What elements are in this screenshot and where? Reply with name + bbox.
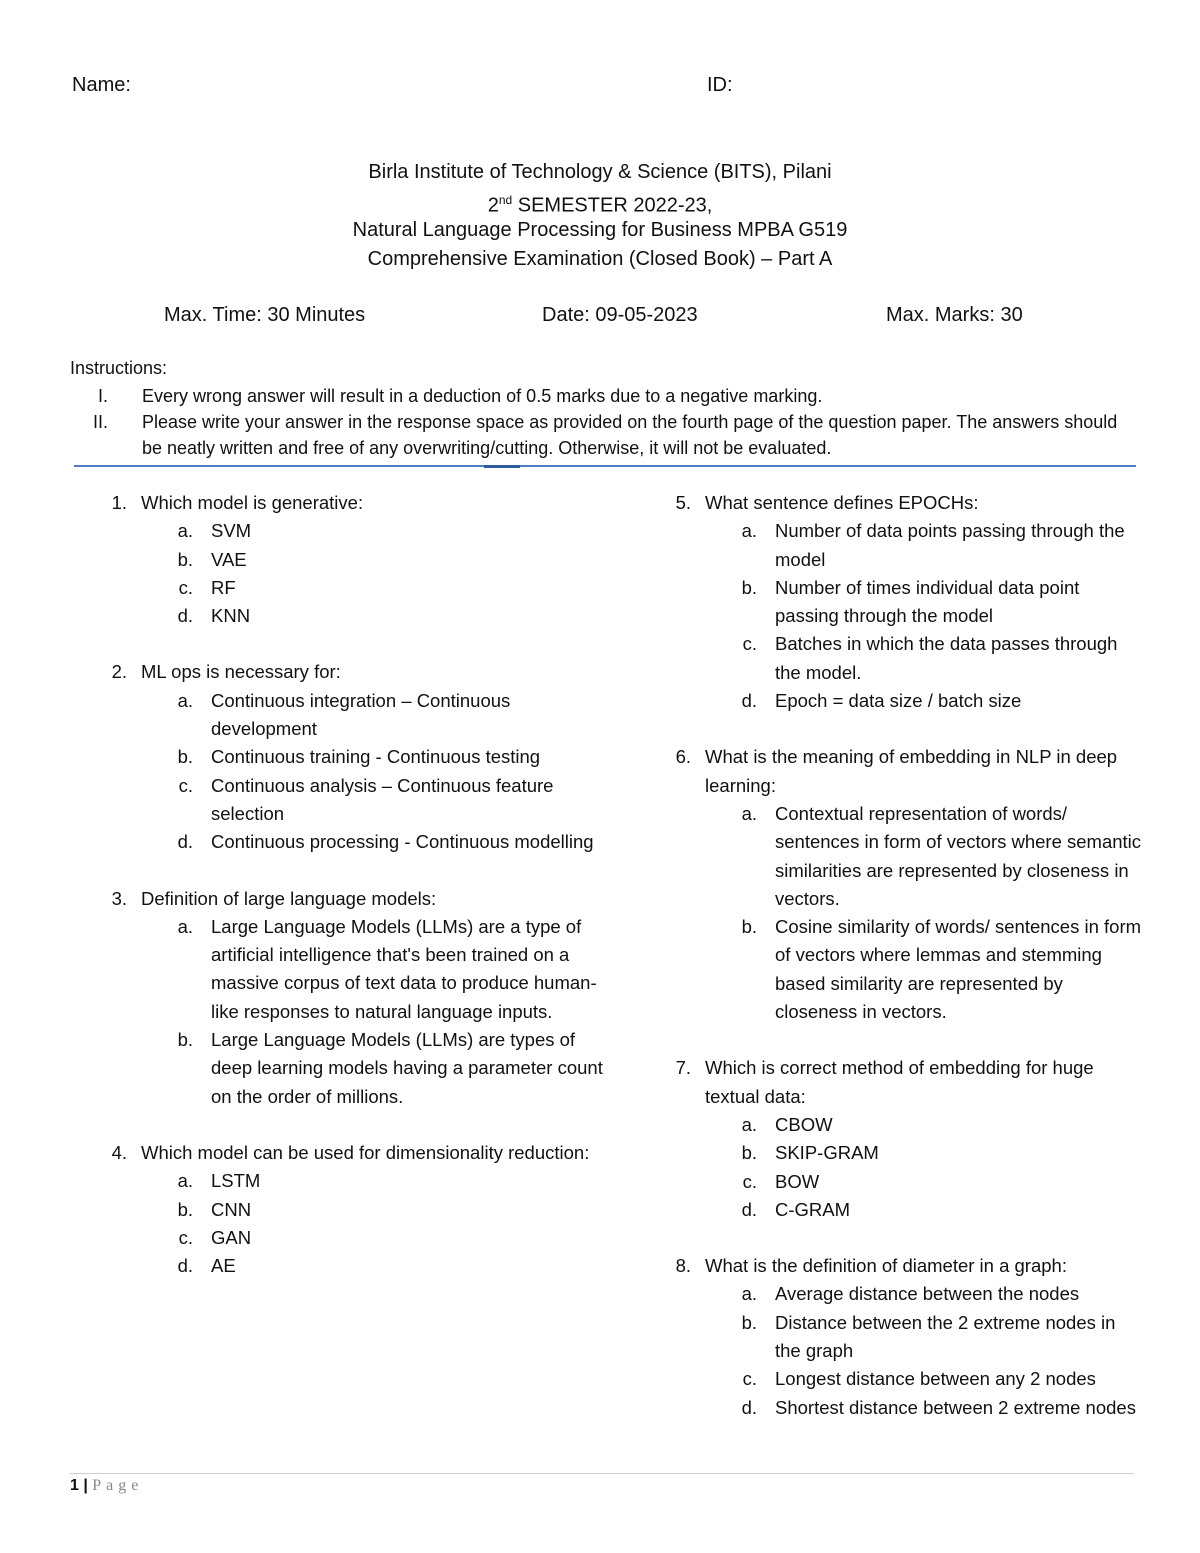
answer-option bbox=[141, 743, 611, 771]
option-text: Continuous training - Continuous testing bbox=[211, 746, 541, 768]
option-letter: c. bbox=[742, 1368, 757, 1390]
option-letter: c. bbox=[178, 576, 193, 598]
id-label: ID: bbox=[707, 74, 733, 96]
exam-title: Comprehensive Examination (Closed Book) – Part A bbox=[367, 248, 833, 270]
semester-text: SEMESTER 2022-23, bbox=[512, 194, 713, 217]
question-text: What is the meaning of embedding in NLP in deep learning: bbox=[705, 746, 1118, 796]
option-letter: c. bbox=[178, 774, 193, 796]
answer-option bbox=[705, 630, 1145, 687]
option-list bbox=[141, 517, 611, 630]
option-text: Epoch = data size / batch size bbox=[775, 690, 1022, 712]
option-letter: b. bbox=[177, 548, 193, 570]
option-letter: d. bbox=[741, 1198, 757, 1220]
option-text: KNN bbox=[211, 605, 251, 627]
option-letter: b. bbox=[177, 1029, 193, 1051]
instruction-number: I. bbox=[97, 386, 108, 406]
question-text: ML ops is necessary for: bbox=[141, 661, 341, 683]
option-letter: c. bbox=[742, 1170, 757, 1192]
question-number: 1. bbox=[111, 492, 127, 513]
option-list bbox=[141, 687, 611, 857]
option-text: Number of times individual data point passing through the model bbox=[775, 576, 1080, 627]
option-text: Continuous analysis – Continuous feature selection bbox=[211, 774, 554, 824]
instructions-title: Instructions: bbox=[70, 358, 168, 378]
option-text: SVM bbox=[211, 520, 252, 542]
question-2 bbox=[111, 658, 611, 856]
answer-option bbox=[141, 517, 611, 545]
option-letter: a. bbox=[177, 689, 193, 711]
question-7 bbox=[675, 1054, 1145, 1224]
question-4 bbox=[111, 1139, 611, 1280]
option-text: Large Language Models (LLMs) are types of deep learning models having a parameter count on the order of millions. bbox=[211, 1029, 603, 1107]
semester-suffix: nd bbox=[498, 193, 513, 207]
option-letter: d. bbox=[741, 1396, 757, 1418]
option-text: Average distance between the nodes bbox=[775, 1283, 1080, 1305]
option-text: CNN bbox=[211, 1198, 252, 1220]
page-number: 1 bbox=[70, 1477, 79, 1494]
option-letter: a. bbox=[177, 915, 193, 937]
instruction-item bbox=[70, 409, 1140, 461]
option-letter: d. bbox=[177, 1255, 193, 1277]
exam-date: Date: 09-05-2023 bbox=[542, 304, 698, 326]
page-word: Page bbox=[92, 1477, 144, 1494]
answer-option bbox=[141, 1026, 611, 1111]
option-text: Large Language Models (LLMs) are a type of artificial intelligence that's been trained on a massive corpus of text data to produce human-like responses to natural language inputs. bbox=[211, 915, 597, 1022]
answer-option bbox=[141, 574, 611, 602]
option-text: Contextual representation of words/ sentences in form of vectors where semantic similarities are represented by closeness in vectors. bbox=[775, 802, 1142, 909]
option-text: Continuous integration – Continuous development bbox=[211, 689, 511, 740]
option-text: RF bbox=[211, 576, 236, 598]
option-letter: b. bbox=[741, 576, 757, 598]
option-text: BOW bbox=[775, 1170, 820, 1192]
section-divider bbox=[74, 465, 1136, 467]
answer-option bbox=[705, 1309, 1145, 1366]
option-letter: a. bbox=[177, 520, 193, 542]
question-3 bbox=[111, 885, 611, 1111]
page-footer bbox=[70, 1477, 143, 1495]
instruction-item bbox=[70, 383, 1140, 409]
question-6 bbox=[675, 743, 1145, 1026]
answer-option bbox=[705, 517, 1145, 574]
option-text: SKIP-GRAM bbox=[775, 1142, 879, 1164]
option-letter: a. bbox=[741, 1283, 757, 1305]
answer-option bbox=[141, 687, 611, 744]
max-marks: Max. Marks: 30 bbox=[886, 304, 1023, 326]
option-text: Cosine similarity of words/ sentences in form of vectors where lemmas and stemming based similarity are represented by closeness in vectors. bbox=[775, 916, 1142, 1023]
option-letter: b. bbox=[177, 1198, 193, 1220]
answer-option bbox=[141, 1167, 611, 1195]
question-text: Definition of large language models: bbox=[141, 887, 437, 909]
question-text: What sentence defines EPOCHs: bbox=[705, 492, 979, 513]
answer-option bbox=[141, 772, 611, 829]
question-number: 3. bbox=[111, 887, 127, 909]
option-list bbox=[141, 1167, 611, 1280]
option-letter: d. bbox=[177, 605, 193, 627]
question-number: 4. bbox=[111, 1141, 127, 1163]
question-number: 2. bbox=[111, 661, 127, 683]
section-divider-accent bbox=[484, 465, 520, 468]
option-text: CBOW bbox=[775, 1113, 833, 1135]
option-list bbox=[705, 517, 1145, 715]
name-label: Name: bbox=[72, 74, 131, 96]
option-text: VAE bbox=[211, 548, 247, 570]
instruction-text: Please write your answer in the response space as provided on the fourth page of the question paper. The answers should be neatly written and free of any overwriting/cutting. Otherwise, it will not be evaluated. bbox=[142, 412, 1118, 458]
answer-option bbox=[705, 1394, 1145, 1422]
option-text: Continuous processing - Continuous modelling bbox=[211, 831, 594, 853]
question-number: 7. bbox=[675, 1057, 691, 1079]
question-5 bbox=[675, 489, 1145, 715]
option-list bbox=[705, 800, 1145, 1026]
option-list bbox=[705, 1111, 1145, 1224]
answer-option bbox=[141, 1196, 611, 1224]
option-text: LSTM bbox=[211, 1170, 261, 1192]
question-number: 6. bbox=[675, 746, 691, 768]
answer-option bbox=[141, 546, 611, 574]
question-8 bbox=[675, 1252, 1145, 1422]
answer-option bbox=[705, 1168, 1145, 1196]
option-list bbox=[705, 1280, 1145, 1421]
answer-option bbox=[705, 1280, 1145, 1308]
questions-left-column bbox=[111, 489, 611, 1308]
answer-option bbox=[705, 687, 1145, 715]
option-text: GAN bbox=[211, 1226, 252, 1248]
answer-option bbox=[705, 574, 1145, 631]
answer-option bbox=[705, 913, 1145, 1026]
option-text: Number of data points passing through the model bbox=[775, 520, 1125, 570]
institute-title: Birla Institute of Technology & Science (BITS), Pilani bbox=[368, 161, 832, 183]
option-letter: c. bbox=[178, 1226, 193, 1248]
question-text: Which model can be used for dimensionality reduction: bbox=[141, 1141, 590, 1163]
instruction-number: II. bbox=[92, 412, 108, 432]
option-text: AE bbox=[211, 1255, 236, 1277]
instruction-text: Every wrong answer will result in a deduction of 0.5 marks due to a negative marking. bbox=[142, 386, 823, 406]
option-letter: a. bbox=[177, 1170, 193, 1192]
option-letter: b. bbox=[177, 746, 193, 768]
option-list bbox=[141, 913, 611, 1111]
option-letter: d. bbox=[177, 831, 193, 853]
answer-option bbox=[141, 1224, 611, 1252]
course-title: Natural Language Processing for Business MPBA G519 bbox=[352, 219, 848, 241]
footer-divider bbox=[70, 1473, 1134, 1474]
option-letter: b. bbox=[741, 1142, 757, 1164]
answer-option bbox=[705, 1139, 1145, 1167]
option-letter: d. bbox=[741, 690, 757, 712]
option-letter: a. bbox=[741, 1113, 757, 1135]
answer-option bbox=[705, 1196, 1145, 1224]
option-letter: c. bbox=[742, 633, 757, 655]
semester-number: 2 bbox=[487, 194, 499, 217]
option-text: C-GRAM bbox=[775, 1198, 851, 1220]
option-letter: a. bbox=[741, 520, 757, 542]
question-text: Which is correct method of embedding for huge textual data: bbox=[705, 1057, 1094, 1107]
question-number: 8. bbox=[675, 1255, 691, 1277]
page-separator: | bbox=[78, 1477, 93, 1494]
option-letter: a. bbox=[741, 802, 757, 824]
option-text: Distance between the 2 extreme nodes in the graph bbox=[775, 1311, 1116, 1362]
answer-option bbox=[705, 1365, 1145, 1393]
max-time: Max. Time: 30 Minutes bbox=[164, 304, 366, 326]
option-text: Batches in which the data passes through the model. bbox=[775, 633, 1118, 683]
answer-option bbox=[705, 1111, 1145, 1139]
answer-option bbox=[141, 913, 611, 1026]
answer-option bbox=[705, 800, 1145, 913]
answer-option bbox=[141, 828, 611, 856]
option-text: Shortest distance between 2 extreme nodes bbox=[775, 1396, 1136, 1418]
option-letter: b. bbox=[741, 1311, 757, 1333]
questions-right-column bbox=[675, 489, 1145, 1450]
question-text: What is the definition of diameter in a graph: bbox=[705, 1255, 1067, 1277]
question-1 bbox=[111, 489, 611, 630]
answer-option bbox=[141, 602, 611, 630]
option-text: Longest distance between any 2 nodes bbox=[775, 1368, 1096, 1390]
answer-option bbox=[141, 1252, 611, 1280]
option-letter: b. bbox=[741, 916, 757, 938]
question-text: Which model is generative: bbox=[141, 492, 364, 513]
question-number: 5. bbox=[675, 492, 691, 513]
